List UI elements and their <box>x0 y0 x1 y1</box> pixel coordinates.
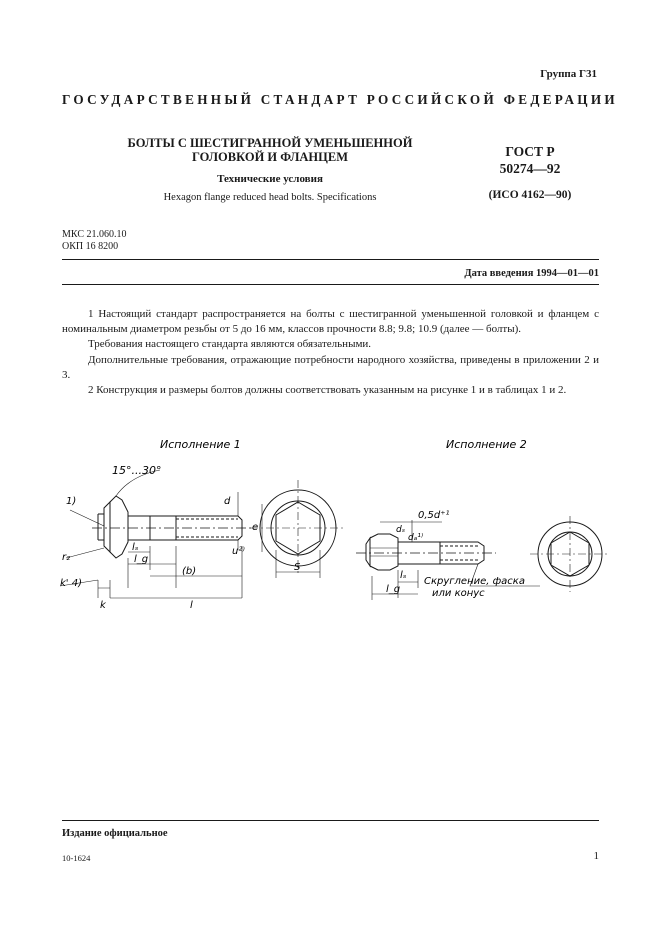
iso-designation: (ИСО 4162—90) <box>488 189 572 201</box>
e-label: e <box>252 522 259 533</box>
edition-label: Издание официальное <box>62 828 168 839</box>
paragraph-1: 1 Настоящий стандарт распространяется на болты с шестигранной уменьшенной головкой и фланцем с номинальным диаметром резьбы от 5 до 16 мм, классов прочности 8.8; 9.8; 10.9 (далее — болты). <box>62 308 599 336</box>
gost-designation <box>470 143 590 177</box>
ds-label: dₛ <box>396 525 406 535</box>
document-subtitle: Технические условия <box>217 173 323 185</box>
paragraph-3: Дополнительные требования, отражающие потребности народного хозяйства, приведены в приложении 2 и 3. <box>62 353 599 381</box>
lg-2-label: l_g <box>386 584 401 595</box>
note-1-label: 1) <box>66 496 77 507</box>
lg-label: l_g <box>134 554 149 565</box>
r2-label: r₂ <box>62 552 71 563</box>
intro-date: Дата введения 1994—01—01 <box>464 268 599 279</box>
note-rounding-line-2: или конус <box>432 588 485 599</box>
divider-date <box>62 284 599 285</box>
paragraph-2: Требования настоящего стандарта являются обязательными. <box>88 338 372 351</box>
print-code: 10-1624 <box>62 853 91 863</box>
page-number: 1 <box>593 850 599 862</box>
classification-codes <box>62 229 126 252</box>
divider-footer <box>62 820 599 821</box>
variant-1-label: Исполнение 1 <box>160 438 241 451</box>
s-label: S <box>294 562 301 573</box>
u-label: u²⁾ <box>232 546 245 557</box>
okp-code: ОКП 16 8200 <box>62 240 119 252</box>
k-label: k <box>100 600 106 610</box>
variant-2-label: Исполнение 2 <box>446 438 527 451</box>
k-prime-label: k' 4) <box>60 578 82 589</box>
gost-line-1: ГОСТ Р <box>505 144 555 159</box>
paragraph-4: 2 Конструкция и размеры болтов должны соответствовать указанным на рисунке 1 и в таблицах 1 и 2. <box>88 384 567 397</box>
gost-line-2: 50274—92 <box>499 161 561 176</box>
l-label: l <box>190 600 193 610</box>
angle-label: 15°...30° <box>112 464 162 477</box>
note-rounding-line-1: Скругление, фаска <box>424 576 525 587</box>
mks-code: МКС 21.060.10 <box>62 229 127 240</box>
d-label: d <box>224 496 231 507</box>
ls-2-label: lₛ <box>400 570 407 581</box>
bolt-drawing <box>0 430 661 610</box>
ls-label: lₛ <box>132 542 139 553</box>
group-label: Группа Г31 <box>540 68 597 80</box>
da-label: dₐ¹⁾ <box>408 533 424 543</box>
english-title: Hexagon flange reduced head bolts. Specifications <box>163 192 377 203</box>
half-d-label: 0,5d⁺¹ <box>418 510 450 521</box>
b-label: (b) <box>182 566 197 577</box>
standard-banner: ГОСУДАРСТВЕННЫЙ СТАНДАРТ РОССИЙСКОЙ ФЕДЕРАЦИИ <box>62 92 618 107</box>
title-line-2: ГОЛОВКОЙ И ФЛАНЦЕМ <box>191 150 348 164</box>
body-text <box>62 307 599 398</box>
title-line-1: БОЛТЫ С ШЕСТИГРАННОЙ УМЕНЬШЕННОЙ <box>127 136 413 150</box>
document-title <box>120 136 420 164</box>
divider-top <box>62 259 599 260</box>
